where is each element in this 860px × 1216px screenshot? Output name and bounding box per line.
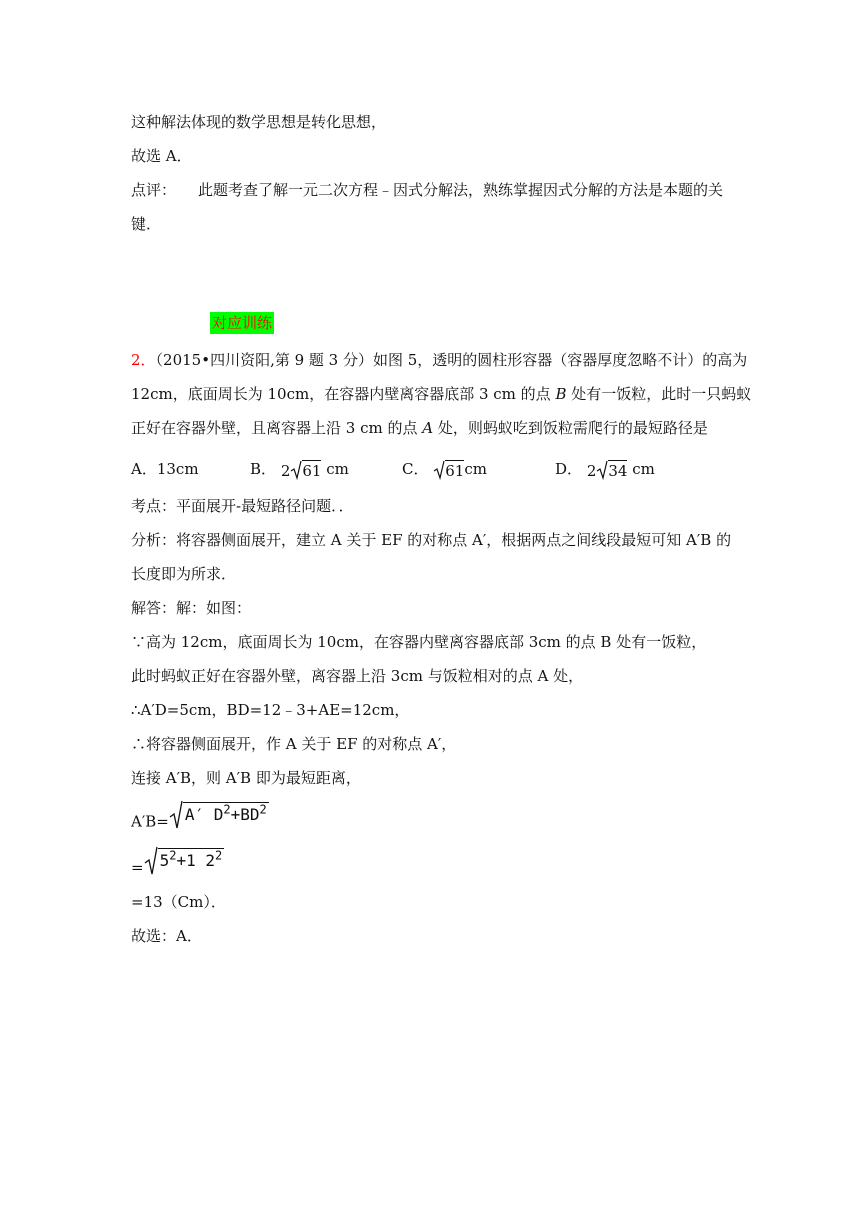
- radicand: 61: [445, 461, 465, 480]
- solution-step-3: ∴A′D=5cm，BD=12﹣3+AE=12cm，: [131, 701, 410, 719]
- solution-analysis-2: 长度即为所求．: [131, 565, 237, 583]
- option-d-label: D．: [555, 460, 583, 478]
- term-12: +1 2: [176, 851, 215, 871]
- question-number: 2．: [131, 351, 156, 369]
- term-bd: +BD: [230, 805, 260, 825]
- radicand: 34: [608, 461, 628, 480]
- point-a: A: [422, 419, 434, 437]
- exponent: 2: [169, 849, 177, 863]
- radicand: 61: [302, 461, 322, 480]
- exponent: 2: [259, 803, 267, 817]
- term-ad: A′ D: [184, 805, 224, 825]
- unit: cm: [464, 460, 487, 478]
- formula-radicand: [158, 848, 225, 870]
- formula-values: [131, 846, 224, 877]
- question-line-2: [131, 384, 751, 404]
- point-b: B: [555, 385, 567, 403]
- term-5: 5: [159, 851, 170, 871]
- solution-analysis-1: 分析：将容器侧面展开，建立 A 关于 EF 的对称点 A′，根据两点之间线段最短可知 A′B 的: [131, 531, 732, 549]
- option-b-label: B．: [250, 460, 277, 478]
- solution-step-1: ∵高为 12cm，底面周长为 10cm，在容器内壁离容器底部 3cm 的点 B 处有一饭粒，: [131, 633, 707, 651]
- solution-result: =13（Cm）．: [131, 893, 226, 911]
- solution-step-4: ∴将容器侧面展开，作 A 关于 EF 的对称点 A′，: [131, 735, 457, 753]
- solution-kaodian: 考点：平面展开-最短路径问题．．: [131, 497, 354, 515]
- question-line-1: [131, 350, 747, 370]
- coefficient: 2: [280, 461, 291, 480]
- option-d: [555, 459, 655, 481]
- formula-lhs: A′B=: [131, 812, 169, 831]
- comment-line: [131, 180, 723, 200]
- comment-line-end: 键．: [131, 215, 162, 233]
- option-b: [250, 459, 349, 481]
- question-text: 12cm，底面周长为 10cm，在容器内壁离容器底部 3 cm 的点: [131, 385, 556, 403]
- text-line-conclusion: 这种解法体现的数学思想是转化思想，: [131, 113, 387, 131]
- section-tag: [210, 313, 274, 333]
- option-b-formula: [281, 460, 322, 481]
- exponent: 2: [214, 849, 223, 863]
- option-c-label: C．: [402, 460, 429, 478]
- formula-lhs: =: [131, 858, 144, 877]
- sqrt-sign-icon: [290, 460, 302, 480]
- sqrt-sign-icon: [433, 460, 445, 480]
- question-text: 处，则蚂蚁吃到饭粒需爬行的最短路径是: [433, 419, 708, 437]
- sqrt-sign-icon: [169, 800, 183, 830]
- solution-heading: 解答：解：如图：: [131, 599, 252, 617]
- option-d-formula: [587, 460, 628, 481]
- text-line-answer-a: 故选 A．: [131, 147, 192, 165]
- option-c-formula: [433, 460, 464, 481]
- exponent: 2: [223, 803, 231, 817]
- sqrt-sign-icon: [596, 460, 608, 480]
- solution-step-5: 连接 A′B，则 A′B 即为最短距离，: [131, 769, 361, 787]
- option-c: [402, 459, 487, 481]
- section-tag-label: 对应训练: [212, 314, 273, 332]
- question-line-3: [131, 418, 708, 438]
- unit: cm: [326, 460, 349, 478]
- comment-text: 此题考查了解一元二次方程﹣因式分解法，熟练掌握因式分解的方法是本题的关: [198, 181, 724, 199]
- solution-step-2: 此时蚂蚁正好在容器外壁，离容器上沿 3cm 与饭粒相对的点 A 处，: [131, 667, 584, 685]
- coefficient: 2: [586, 461, 597, 480]
- question-source: （2015•四川资阳,第 9 题 3 分）如图 5，透明的圆柱形容器（容器厚度忽略不计）的高为: [155, 351, 748, 369]
- comment-label: 点评：: [131, 181, 177, 199]
- unit: cm: [632, 460, 655, 478]
- option-a: A．13cm: [131, 460, 199, 478]
- solution-answer: 故选：A．: [131, 927, 202, 945]
- sqrt-sign-icon: [144, 846, 158, 876]
- formula-distance: [131, 800, 269, 831]
- formula-radicand: [183, 802, 269, 824]
- question-text: 正好在容器外壁，且离容器上沿 3 cm 的点: [131, 419, 423, 437]
- question-text: 处有一饭粒，此时一只蚂蚁: [566, 385, 752, 403]
